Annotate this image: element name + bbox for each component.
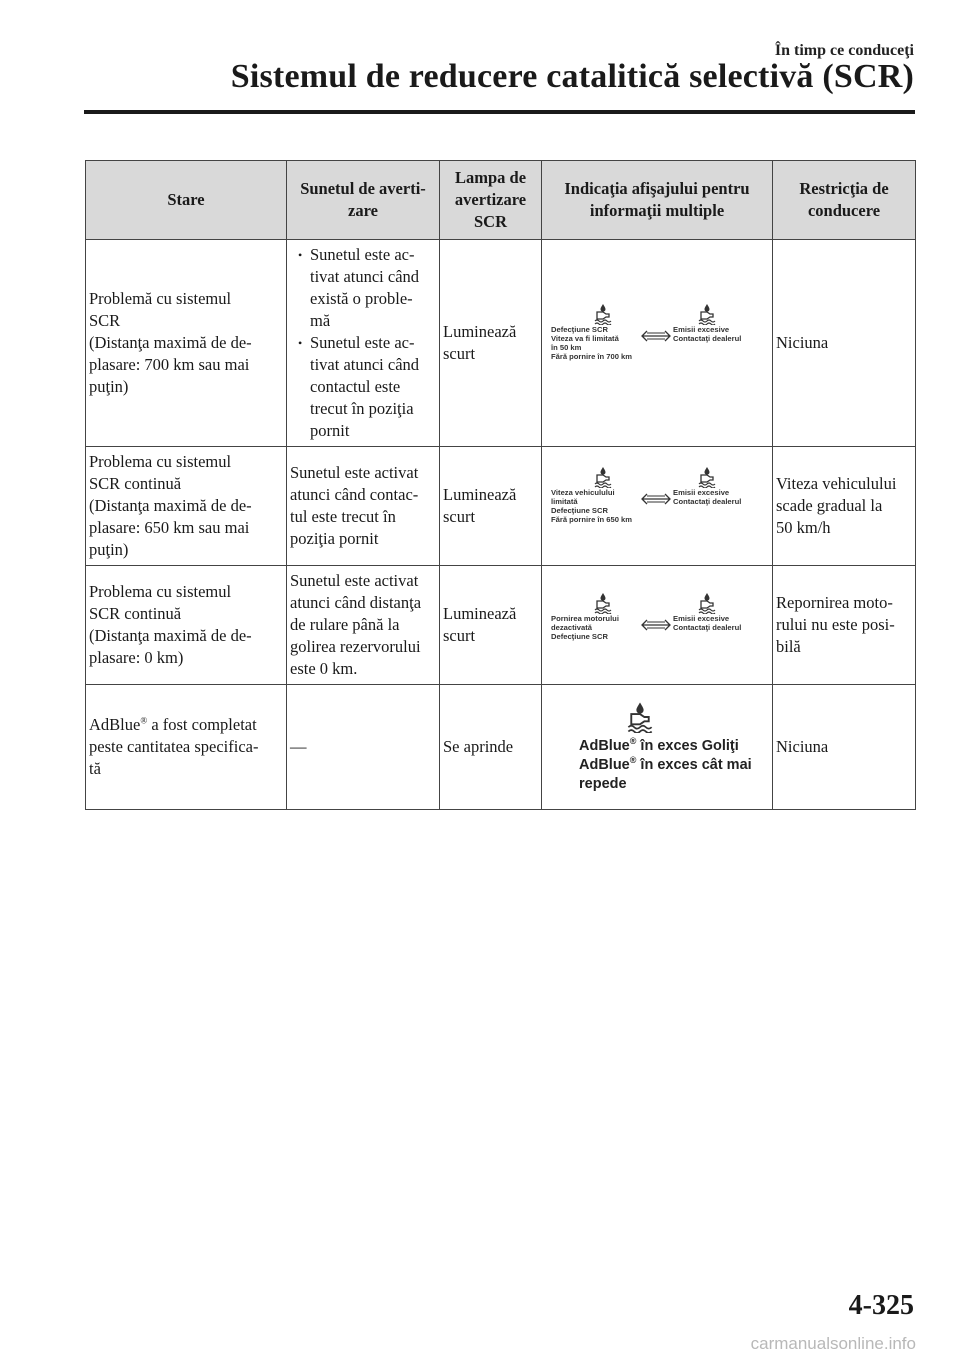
display-message-left: Defecţiune SCR Viteza va fi limitată în 50 km Fără pornire în 700 km bbox=[551, 303, 632, 361]
multi-info-display bbox=[545, 466, 771, 546]
cell-display bbox=[542, 685, 773, 810]
cell-restriction: Niciuna bbox=[773, 685, 916, 810]
adblue-scr-warning-icon bbox=[593, 303, 613, 325]
multi-info-display bbox=[545, 592, 771, 658]
adblue-scr-warning-icon bbox=[697, 592, 717, 614]
cell-state: AdBlue® a fost completat peste cantitatea specifica- tă bbox=[86, 685, 287, 810]
cell-restriction: Niciuna bbox=[773, 240, 916, 447]
list-item: • Sunetul este ac- tivat atunci când există o proble- mă bbox=[290, 244, 436, 332]
cell-display bbox=[542, 447, 773, 566]
scr-status-table bbox=[85, 160, 916, 810]
cell-state: Problema cu sistemul SCR continuă (Distanţa maximă de de- plasare: 0 km) bbox=[86, 566, 287, 685]
page-number: 4-325 bbox=[848, 1290, 914, 1321]
double-arrow-icon bbox=[641, 330, 671, 342]
adblue-scr-warning-icon bbox=[625, 701, 655, 733]
double-arrow-icon bbox=[641, 493, 671, 505]
sound-bullet-list bbox=[290, 244, 436, 442]
display-message-right: Emisii excesive Contactaţi dealerul bbox=[673, 466, 741, 506]
list-item: • Sunetul este ac- tivat atunci când contactul este trecut în poziţia pornit bbox=[290, 332, 436, 442]
table-row bbox=[86, 240, 916, 447]
section-heading: În timp ce conduceţi bbox=[774, 42, 914, 59]
cell-state: Problemă cu sistemul SCR (Distanţa maximă de de- plasare: 700 km sau mai puţin) bbox=[86, 240, 287, 447]
display-message: AdBlue® în exces Goliţi AdBlue® în exces cât mai repede bbox=[579, 735, 752, 792]
cell-display bbox=[542, 240, 773, 447]
display-message-right: Emisii excesive Contactaţi dealerul bbox=[673, 592, 741, 632]
table-row bbox=[86, 447, 916, 566]
adblue-scr-warning-icon bbox=[697, 466, 717, 488]
multi-info-display bbox=[545, 701, 769, 794]
cell-restriction: Viteza vehiculului scade gradual la 50 km/h bbox=[773, 447, 916, 566]
multi-info-display bbox=[545, 303, 771, 383]
cell-state: Problema cu sistemul SCR continuă (Distanţa maximă de de- plasare: 650 km sau mai puţin) bbox=[86, 447, 287, 566]
column-header-sound: Sunetul de averti-zare bbox=[287, 161, 440, 240]
table-row bbox=[86, 685, 916, 810]
column-header-state: Stare bbox=[86, 161, 287, 240]
header-divider bbox=[84, 110, 915, 114]
page-title: Sistemul de reducere catalitică selectivă (SCR) bbox=[230, 58, 914, 95]
cell-restriction: Repornirea moto- rului nu este posi- bilă bbox=[773, 566, 916, 685]
cell-lamp: Luminează scurt bbox=[440, 566, 542, 685]
watermark: carmanualsonline.info bbox=[750, 1334, 916, 1353]
adblue-scr-warning-icon bbox=[593, 466, 613, 488]
cell-sound: Sunetul este activat atunci când contac- tul este trecut în poziţia pornit bbox=[287, 447, 440, 566]
column-header-display: Indicaţia afişajului pentru informaţii multiple bbox=[542, 161, 773, 240]
column-header-restriction: Restricţia de conducere bbox=[773, 161, 916, 240]
display-message-left: Viteza vehiculului limitată Defecţiune SCR Fără pornire în 650 km bbox=[551, 466, 632, 524]
display-message-left: Pornirea motorului dezactivată Defecţiune SCR bbox=[551, 592, 619, 641]
table-row bbox=[86, 566, 916, 685]
cell-lamp: Luminează scurt bbox=[440, 240, 542, 447]
cell-display bbox=[542, 566, 773, 685]
cell-sound bbox=[287, 240, 440, 447]
cell-sound: — bbox=[287, 685, 440, 810]
cell-lamp: Se aprinde bbox=[440, 685, 542, 810]
double-arrow-icon bbox=[641, 619, 671, 631]
adblue-scr-warning-icon bbox=[593, 592, 613, 614]
cell-sound: Sunetul este activat atunci când distanţa de rulare până la golirea rezervorului este 0 km. bbox=[287, 566, 440, 685]
adblue-scr-warning-icon bbox=[697, 303, 717, 325]
cell-lamp: Luminează scurt bbox=[440, 447, 542, 566]
table-header-row bbox=[86, 161, 916, 240]
display-message-right: Emisii excesive Contactaţi dealerul bbox=[673, 303, 741, 343]
column-header-lamp: Lampa de avertizare SCR bbox=[440, 161, 542, 240]
